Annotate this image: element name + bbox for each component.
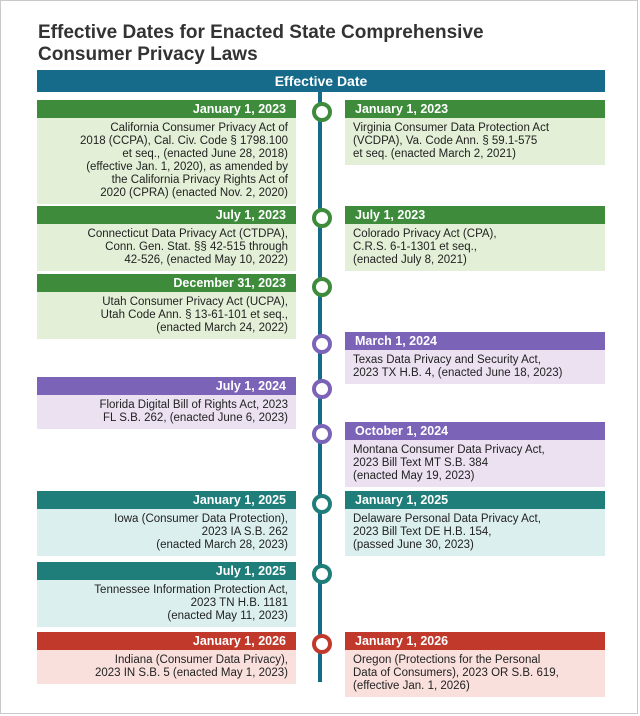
timeline-entry bbox=[37, 100, 296, 204]
law-description bbox=[37, 224, 296, 271]
law-description-line: Data of Consumers), 2023 OR S.B. 619, bbox=[353, 667, 559, 679]
effective-date-label: January 1, 2023 bbox=[37, 100, 296, 118]
effective-date-label: January 1, 2026 bbox=[345, 632, 605, 650]
effective-date-label: July 1, 2024 bbox=[37, 377, 296, 395]
timeline-entry bbox=[345, 632, 605, 697]
law-description-line: 2018 (CCPA), Cal. Civ. Code § 1798.100 bbox=[80, 135, 288, 147]
law-description bbox=[37, 395, 296, 429]
law-description-line: 2023 IN S.B. 5 (enacted May 1, 2023) bbox=[94, 667, 288, 679]
timeline-entry bbox=[345, 422, 605, 487]
law-description-line: 42-526, (enacted May 10, 2022) bbox=[124, 254, 288, 266]
law-description-line: 2023 TN H.B. 1181 bbox=[190, 597, 288, 609]
law-description-line: 2023 TX H.B. 4, (enacted June 18, 2023) bbox=[353, 367, 563, 379]
timeline-node-icon bbox=[312, 494, 332, 514]
law-description-line: (enacted March 28, 2023) bbox=[156, 539, 288, 551]
timeline-entry bbox=[37, 274, 296, 339]
law-description-line: (effective Jan. 1, 2020), as amended by bbox=[86, 161, 288, 173]
timeline-entry bbox=[345, 100, 605, 165]
effective-date-label: January 1, 2026 bbox=[37, 632, 296, 650]
timeline-entry bbox=[37, 206, 296, 271]
law-description-line: (enacted July 8, 2021) bbox=[353, 254, 467, 266]
law-description-line: Oregon (Protections for the Personal bbox=[353, 654, 541, 666]
timeline-entry bbox=[37, 377, 296, 429]
page-title bbox=[38, 22, 598, 66]
effective-date-label: January 1, 2025 bbox=[37, 491, 296, 509]
law-description bbox=[345, 650, 605, 697]
effective-date-label: July 1, 2023 bbox=[37, 206, 296, 224]
law-description-line: (passed June 30, 2023) bbox=[353, 539, 474, 551]
timeline-node-icon bbox=[312, 334, 332, 354]
timeline-entry bbox=[37, 562, 296, 627]
timeline-node-icon bbox=[312, 277, 332, 297]
law-description-line: Colorado Privacy Act (CPA), bbox=[353, 228, 497, 240]
law-description-line: Utah Code Ann. § 13-61-101 et seq., bbox=[100, 309, 288, 321]
law-description-line: 2023 Bill Text DE H.B. 154, bbox=[353, 526, 492, 538]
law-description bbox=[345, 440, 605, 487]
law-description-line: California Consumer Privacy Act of bbox=[110, 122, 288, 134]
law-description-line: Virginia Consumer Data Protection Act bbox=[353, 122, 550, 134]
law-description-line: Iowa (Consumer Data Protection), bbox=[114, 513, 288, 525]
law-description bbox=[37, 509, 296, 556]
timeline-entry bbox=[37, 632, 296, 684]
timeline-node-icon bbox=[312, 634, 332, 654]
law-description-line: C.R.S. 6-1-1301 et seq., bbox=[353, 241, 478, 253]
law-description bbox=[345, 118, 605, 165]
effective-date-label: January 1, 2025 bbox=[345, 491, 605, 509]
timeline-node-icon bbox=[312, 424, 332, 444]
law-description-line: Indiana (Consumer Data Privacy), bbox=[114, 654, 288, 666]
law-description-line: et seq., (enacted June 28, 2018) bbox=[122, 148, 288, 160]
title-line-2: Consumer Privacy Laws bbox=[38, 44, 258, 65]
law-description-line: 2023 IA S.B. 262 bbox=[201, 526, 288, 538]
law-description-line: 2023 Bill Text MT S.B. 384 bbox=[353, 457, 489, 469]
timeline-entry bbox=[37, 491, 296, 556]
law-description-line: (enacted March 24, 2022) bbox=[156, 322, 288, 334]
effective-date-label: December 31, 2023 bbox=[37, 274, 296, 292]
law-description-line: Conn. Gen. Stat. §§ 42-515 through bbox=[105, 241, 288, 253]
law-description-line: (effective Jan. 1, 2026) bbox=[353, 680, 470, 692]
law-description-line: Texas Data Privacy and Security Act, bbox=[353, 354, 541, 366]
law-description-line: (enacted May 19, 2023) bbox=[353, 470, 475, 482]
law-description-line: (enacted May 11, 2023) bbox=[167, 610, 288, 622]
timeline-node-icon bbox=[312, 208, 332, 228]
effective-date-label: July 1, 2023 bbox=[345, 206, 605, 224]
effective-date-label: March 1, 2024 bbox=[345, 332, 605, 350]
law-description bbox=[37, 118, 296, 204]
law-description-line: et seq. (enacted March 2, 2021) bbox=[353, 148, 517, 160]
law-description-line: Utah Consumer Privacy Act (UCPA), bbox=[102, 296, 288, 308]
law-description-line: the California Privacy Rights Act of bbox=[111, 174, 288, 186]
timeline-entry bbox=[345, 206, 605, 271]
law-description bbox=[345, 224, 605, 271]
title-line-1: Effective Dates for Enacted State Comprehensive bbox=[38, 22, 484, 43]
law-description-line: Tennessee Information Protection Act, bbox=[94, 584, 288, 596]
law-description-line: (VCDPA), Va. Code Ann. § 59.1-575 bbox=[353, 135, 538, 147]
timeline-entry bbox=[345, 332, 605, 384]
law-description bbox=[345, 509, 605, 556]
law-description-line: Florida Digital Bill of Rights Act, 2023 bbox=[99, 399, 288, 411]
law-description bbox=[345, 350, 605, 384]
timeline-node-icon bbox=[312, 102, 332, 122]
law-description bbox=[37, 650, 296, 684]
effective-date-label: October 1, 2024 bbox=[345, 422, 605, 440]
law-description bbox=[37, 292, 296, 339]
timeline-entry bbox=[345, 491, 605, 556]
law-description-line: Delaware Personal Data Privacy Act, bbox=[353, 513, 541, 525]
law-description-line: Montana Consumer Data Privacy Act, bbox=[353, 444, 545, 456]
law-description-line: 2020 (CPRA) (enacted Nov. 2, 2020) bbox=[100, 187, 288, 199]
effective-date-header: Effective Date bbox=[37, 70, 605, 92]
effective-date-label: January 1, 2023 bbox=[345, 100, 605, 118]
law-description bbox=[37, 580, 296, 627]
effective-date-label: July 1, 2025 bbox=[37, 562, 296, 580]
timeline-node-icon bbox=[312, 379, 332, 399]
law-description-line: Connecticut Data Privacy Act (CTDPA), bbox=[87, 228, 288, 240]
law-description-line: FL S.B. 262, (enacted June 6, 2023) bbox=[103, 412, 288, 424]
timeline-node-icon bbox=[312, 564, 332, 584]
